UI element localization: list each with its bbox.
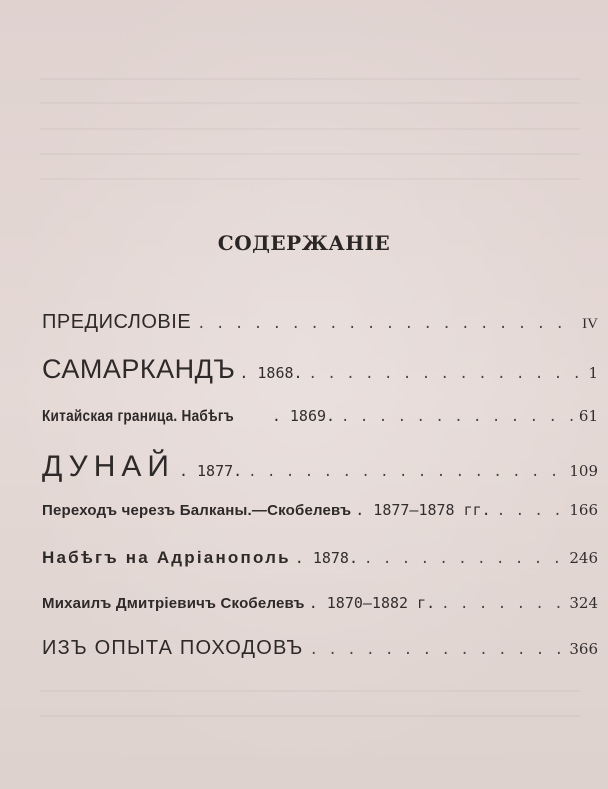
toc-entry-title: Михаилъ Дмитріевичъ Скобелевъ (42, 595, 305, 612)
toc-dot-leader (364, 551, 563, 567)
bleed-through-line (40, 178, 580, 180)
toc-dot-leader (309, 366, 583, 382)
toc-entry-title: Набѣгъ на Адріанополь (42, 548, 291, 567)
bleed-through-line (40, 128, 580, 130)
toc-entry-year: . 1878. (294, 549, 358, 567)
toc-entry-danube[interactable] (42, 450, 598, 484)
toc-page-number: 366 (569, 640, 598, 658)
toc-entry-title: ИЗЪ ОПЫТА ПОХОДОВЪ (42, 637, 304, 659)
toc-page-number: 61 (578, 407, 598, 425)
toc-entry-year: . 1869. (271, 407, 336, 425)
toc-entry-skobelev[interactable] (42, 594, 598, 612)
bleed-through-line (40, 153, 580, 155)
toc-dot-leader (441, 596, 563, 612)
bleed-through-line (40, 102, 580, 104)
toc-entry-campaign-experience[interactable] (42, 637, 598, 660)
toc-dot-leader (310, 642, 564, 658)
toc-entry-title: Китайская граница. Набѣгъ (42, 408, 234, 425)
toc-entry-year: . 1877—1878 гг. (355, 501, 491, 519)
bleed-through-line (40, 78, 580, 80)
toc-entry-title: Переходъ черезъ Балканы.—Скобелевъ (42, 502, 352, 519)
toc-page-number: 1 (588, 364, 598, 382)
toc-entry-adrianople-raid[interactable] (42, 548, 598, 568)
toc-dot-leader (497, 503, 564, 519)
toc-entry-balkans-crossing[interactable] (42, 501, 598, 519)
toc-dot-leader (248, 464, 563, 480)
toc-entry-year: . 1877. (178, 462, 243, 480)
toc-page-number: 246 (569, 549, 598, 567)
bleed-through-line (40, 690, 580, 692)
toc-entry-preface[interactable] (42, 311, 598, 334)
toc-page-number: IV (582, 316, 598, 332)
toc-entry-year: . 1868. (239, 364, 303, 382)
toc-entry-title: ДУНАЙ (42, 450, 175, 483)
toc-page-number: 324 (569, 594, 598, 612)
toc-dot-leader (341, 409, 573, 425)
contents-heading: СОДЕРЖАНІЕ (217, 231, 391, 255)
toc-entry-chinese-border[interactable] (42, 407, 598, 426)
toc-entry-samarkand[interactable] (42, 354, 598, 385)
bleed-through-line (40, 715, 580, 717)
toc-dot-leader (197, 316, 576, 332)
toc-entry-title: ПРЕДИСЛОВІЕ (42, 311, 192, 333)
toc-page-number: 109 (569, 462, 598, 480)
toc-entry-title: САМАРКАНДЪ (42, 354, 236, 384)
toc-page-number: 166 (569, 501, 598, 519)
toc-entry-year: . 1870—1882 г. (308, 594, 436, 612)
